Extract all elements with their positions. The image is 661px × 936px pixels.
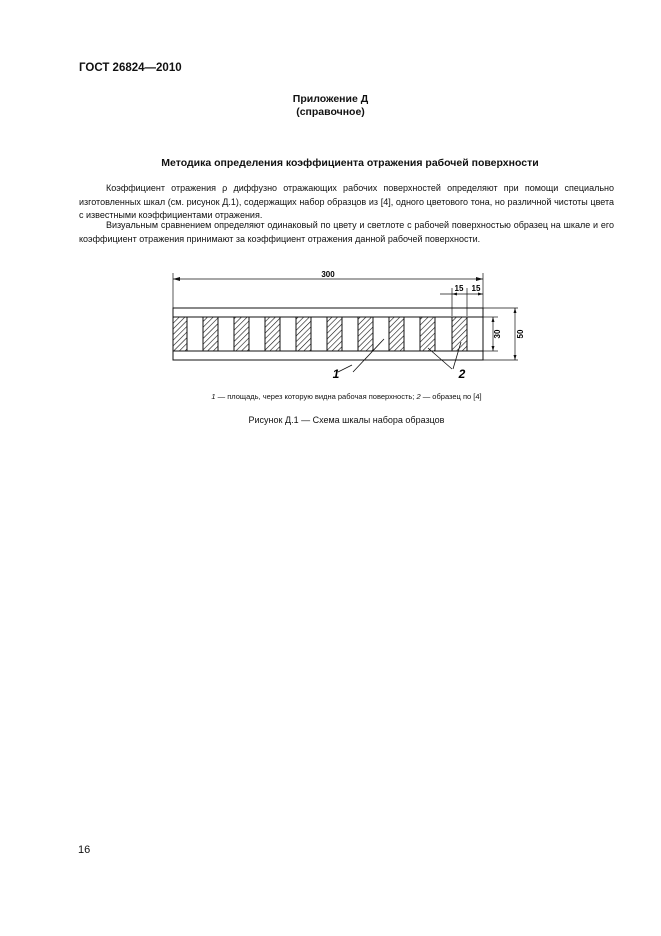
arrow-length-left [173, 277, 180, 281]
callout-2-label: 2 [458, 367, 466, 381]
annex-subtitle: (справочное) [296, 106, 365, 118]
legend-key-1: 1 [211, 392, 216, 401]
paragraph-2: Визуальным сравнением определяют одинаковый по цвету и светлоте с рабочей поверхностью образец на шкале и его коэффициент отражения принимают за коэффициент отражения данной рабочей поверхности. [79, 220, 614, 244]
arrow-length-right [476, 277, 483, 281]
section-title: Методика определения коэффициента отражения рабочей поверхности [161, 157, 539, 169]
sample-9 [420, 317, 435, 351]
page-number: 16 [78, 844, 91, 856]
arrow-inner-top [492, 317, 495, 322]
sample-5 [296, 317, 311, 351]
sample-scale-diagram [160, 268, 530, 388]
legend-text-1: — площадь, через которую видна рабочая поверхность; [215, 392, 417, 401]
document-id: ГОСТ 26824—2010 [79, 62, 182, 74]
callout-1-label: 1 [332, 367, 340, 381]
figure-caption: Рисунок Д.1 — Схема шкалы набора образцов [248, 415, 445, 425]
paragraph-1: Коэффициент отражения ρ диффузно отражающих рабочих поверхностей определяют при помощи специально изготовленных шкал (см. рисунок Д.1), содержащих набор образцов из [4], одного цветового тона, но различной чистоты цвета с известными коэффициентами отражения. [79, 183, 614, 220]
arrow-outer-bottom [514, 355, 517, 360]
dimension-gap-width-label: 15 [471, 284, 481, 293]
dimension-inner-height-label: 30 [493, 329, 502, 339]
sample-1 [173, 317, 187, 351]
sample-7 [358, 317, 373, 351]
arrow-inner-bottom [492, 346, 495, 351]
figure-legend [0, 392, 661, 401]
legend-text-2: — образец по [4] [420, 392, 482, 401]
sample-6 [327, 317, 342, 351]
sample-3 [234, 317, 249, 351]
dimension-length-label: 300 [321, 270, 335, 279]
annex-title: Приложение Д [292, 93, 369, 105]
sample-8 [389, 317, 404, 351]
sample-4 [265, 317, 280, 351]
legend-key-2: 2 [416, 392, 421, 401]
arrow-outer-top [514, 308, 517, 313]
dimension-outer-height-label: 50 [516, 329, 525, 339]
dimension-sample-width-label: 15 [454, 284, 464, 293]
sample-2 [203, 317, 218, 351]
leader-line-1b [338, 365, 352, 372]
